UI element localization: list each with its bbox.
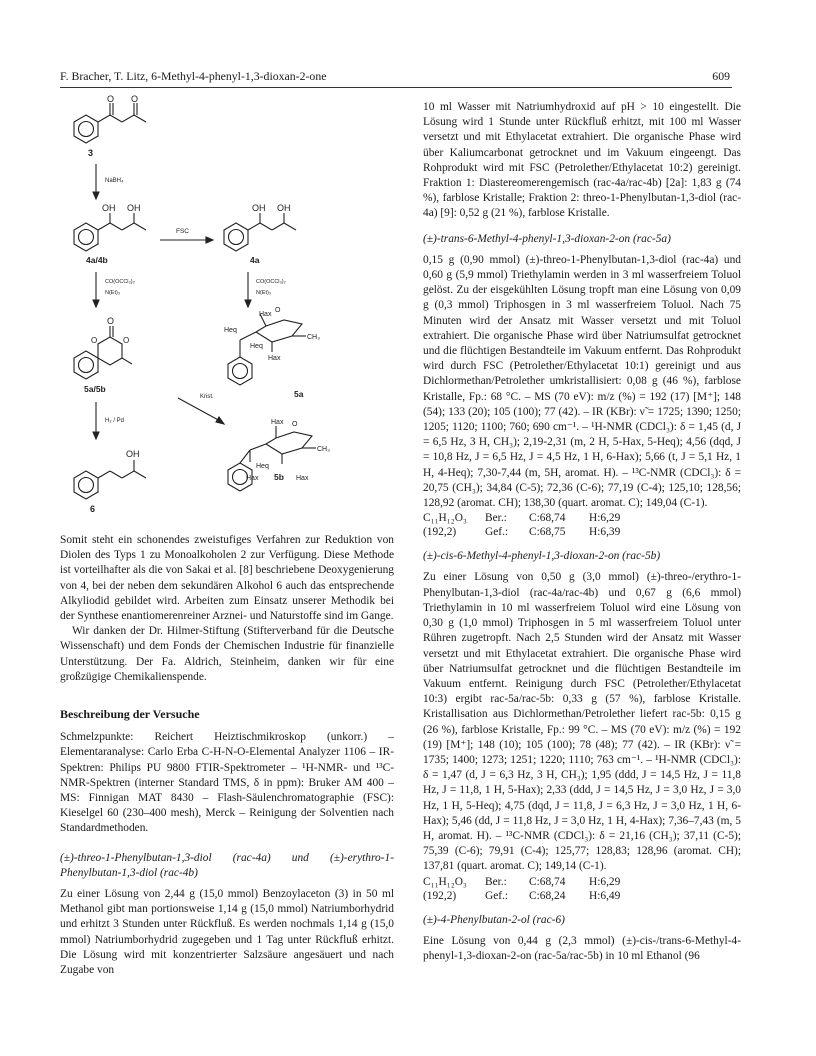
atom-o: O [275, 307, 281, 314]
reagent-nabh4: NaBH₄ [105, 178, 124, 184]
analysis-mw: (192,2) [423, 526, 457, 539]
atom-ch3: CH₃ [307, 334, 320, 341]
page-number: 609 [712, 69, 730, 83]
label-compound-5b: 5b [274, 472, 284, 482]
compound-3-structure [74, 103, 146, 143]
procedure-paragraph-6: Eine Lösung von 0,44 g (2,3 mmol) (±)-cis-/trans-6-Methyl-4-phenyl-1,3-dioxan-2-on (rac-5a/rac-5b) in 10 ml Ethanol (96 [423, 934, 741, 962]
analysis-formula: C₁₁H₁₂O₃ [423, 875, 467, 888]
procedure-heading-5b: (±)-cis-6-Methyl-4-phenyl-1,3-dioxan-2-on (rac-5b) [423, 550, 661, 563]
label-compound-6: 6 [90, 504, 96, 514]
atom-o: O [123, 336, 130, 345]
atom-heq: Heq [224, 327, 237, 334]
atom-oh: OH [102, 203, 116, 213]
procedure-paragraph-5a: 0,15 g (0,90 mmol) (±)-threo-1-Phenylbutan-1,3-diol (rac-4a) und 0,60 g (5,9 mmol) Triethylamin werden in 3 ml wasserfreiem Toluol gelöst. Zu der eisgekühlten Lösung tropft man eine Lösung von 0,09 g (0,3 mmol) Triphosgen in 3 ml wasserfreiem Toluol. Nach 75 Minuten wird der Ansatz mit Wasser versetzt und mit Toluol extrahiert. Die organische Phase wird über Natriumsulfat getrocknet und die flüchtigen Bestandteile im Vakuum entfernt. Das Rohprodukt wird durch FSC (Petrolether/Ethylacetat 10:1) gereinigt und aus Dichlormethan/Petrolether umkristallisiert: 0,08 g (46 %), farblose Kristalle, Fp.: 68 °C. – MS (70 eV): m/z (%) = 192 (17) [M⁺]; 148 (54); 133 (20); 105 (100); 77 (42). – IR (KBr): ν̃ = 1725; 1390; 1250; 1205; 1120; 1100; 760; 690 cm⁻¹. – ¹H-NMR (CDCl₃): δ = 1,45 (d, J = 6,5 Hz, 3 H, CH₃); 2,19-2,31 (m, 2 H, 5-Hax, 5-Heq); 4,56 (dqd, J = 10,8 Hz, J = 6,5 Hz, J = 4,5 Hz, 1 H, 6-Hax); 5,66 (t, J = 5,1 Hz, 1 H, 4-Heq); 7,30-7,44 (m, 5H, aromat. H). – ¹³C-NMR (CDCl₃): δ = 20,75 (CH₃); 34,84 (C-5); 72,36 (C-6); 77,19 (C-4); 125,10; 128,56; 128,92 (aromat. CH); 138,30 (quart. aromat. C); 149,04 (C-1). [423, 253, 741, 510]
compound-5a-structure [228, 314, 306, 385]
elemental-analysis-5a [423, 511, 741, 539]
reagent-triphosgene-right: CO(OCCl₃)₂ [256, 279, 286, 285]
atom-o: O [91, 336, 98, 345]
procedure-heading-6: (±)-4-Phenylbutan-2-ol (rac-6) [423, 913, 565, 926]
atom-o: O [107, 316, 115, 326]
atom-oh: OH [127, 203, 141, 213]
compound-4a4b-structure [74, 213, 146, 251]
analysis-gef-label: Gef.: [485, 526, 509, 539]
reagent-h2-pd: H₂ / Pd [105, 418, 125, 424]
section-heading: Beschreibung der Versuche [60, 707, 200, 722]
analysis-c-calc: C:68,74 [529, 875, 566, 888]
atom-hax: Hax [246, 475, 259, 482]
atom-o: O [292, 421, 298, 428]
procedure-heading-5a: (±)-trans-6-Methyl-4-phenyl-1,3-dioxan-2-on (rac-5a) [423, 232, 671, 245]
analysis-h-found: H:6,39 [589, 526, 621, 539]
elemental-analysis-5b [423, 875, 741, 903]
methods-paragraph: Schmelzpunkte: Reichert Heiztischmikroskop (unkorr.) – Elementaranalyse: Carlo Erba C-H-N-O-Elemental Analyzer 1106 – IR-Spektren: Philips PU 9800 FTIR-Spektrometer – ¹H-NMR- und ¹³C-NMR-Spektren (interner Standard TMS, δ in ppm): Bruker AM 400 – MS: Finnigan MAT 8430 – Flash-Säulenchromatographie (FSC): Kieselgel 60 (230–400 mesh), Merck – Reinigung der Solventien nach Standardmethoden. [60, 731, 394, 835]
analysis-ber-label: Ber.: [485, 875, 507, 888]
analysis-gef-label: Gef.: [485, 889, 509, 902]
atom-heq: Heq [250, 343, 263, 350]
atom-ch3: CH₃ [317, 446, 330, 453]
header-rule [60, 87, 732, 88]
analysis-h-found: H:6,49 [589, 889, 621, 902]
label-compound-4a4b: 4a/4b [86, 255, 108, 265]
right-column [423, 100, 741, 964]
analysis-h-calc: H:6,29 [589, 512, 621, 525]
atom-oh: OH [277, 203, 291, 213]
acknowledgement-paragraph: Wir danken der Dr. Hilmer-Stiftung (Stifterverband für die Deutsche Wissenschaft) und dem Fonds der Chemischen Industrie für finanzielle Unterstützung. Der Fa. Aldrich, Steinheim, danken wir für eine großzügige Chemikalienspende. [60, 625, 394, 683]
compound-6-structure [74, 460, 146, 499]
running-head: F. Bracher, T. Litz, 6-Methyl-4-phenyl-1,3-dioxan-2-one [60, 69, 327, 83]
analysis-h-calc: H:6,29 [589, 875, 621, 888]
reaction-scheme [60, 94, 394, 520]
atom-hax: Hax [259, 311, 272, 318]
analysis-mw: (192,2) [423, 889, 457, 902]
discussion-paragraph: Somit steht ein schonendes zweistufiges Verfahren zur Reduktion von Diolen des Typs 1 zu Monoalkoholen 2 zur Verfügung. Diese Methode ist vorteilhafter als die von Sakai et al. [8] beschriebene Deoxygenierung von 4, bei der neben dem sekundären Alkohol 6 auch das entsprechende Alkyliodid gebildet wird. Arbeiten zum Einsatz unserer Methodik bei der Synthese enantiomerenreiner Arznei- und Naturstoffe sind im Gange. [60, 534, 394, 623]
atom-hax: Hax [271, 419, 284, 426]
analysis-formula: C₁₁H₁₂O₃ [423, 512, 467, 525]
atom-hax: Hax [296, 475, 309, 482]
analysis-c-found: C:68,75 [529, 526, 566, 539]
reagent-triethylamine-right: N(Et)₃ [256, 290, 272, 296]
left-column [60, 533, 394, 978]
compound-4a-structure [224, 213, 296, 251]
compound-5a5b-structure [74, 326, 132, 379]
label-compound-4a: 4a [250, 255, 260, 265]
procedure-paragraph-5b: Zu einer Lösung von 0,50 g (3,0 mmol) (±)-threo-/erythro-1-Phenylbutan-1,3-diol (rac-4a/rac-4b) und 0,67 g (6,6 mmol) Triethylamin in 10 ml wasserfreiem Toluol wird eine Lösung von 0,30 g (1,0 mmol) Triphosgen in 5 ml wasserfreiem Toluol unter Rühren zugetropft. Nach 2,5 Stunden wird der Ansatz mit Wasser versetzt und mit Ethylacetat extrahiert. Die organische Phase wird über Natriumsulfat getrocknet und die flüchtigen Bestandteile im Vakuum entfernt. Reinigung durch FSC (Petrolether/Ethylacetat 10:3) ergibt rac-5a/rac-5b: 0,33 g (57 %), farblose Kristalle. Kristallisation aus Dichlormethan/Petrolether liefert rac-5b: 0,15 g (26 %), farblose Kristalle, Fp.: 99 °C. – MS (70 eV): m/z (%) = 192 (19) [M⁺]; 148 (10); 105 (100); 78 (48); 77 (42). – IR (KBr): ν̃ = 1735; 1400; 1273; 1251; 1220; 1110; 763 cm⁻¹. – ¹H-NMR (CDCl₃): δ = 1,47 (d, J = 6,3 Hz, 3 H, CH₃); 1,95 (ddd, J = 14,5 Hz, J = 11,8 Hz, J = 11,8, 1 H, 5-Hax); 2,33 (ddd, J = 14,5 Hz, J = 3,0 Hz, J = 3,0 Hz, 1 H, 5-Heq); 4,75 (dqd, J = 11,8, J = 6,3 Hz, J = 3,0 Hz, 1 H, 6-Hax); 5,46 (dd, J = 11,8 Hz, J = 3,0 Hz, 1 H, 4-Hax); 7,36–7,43 (m, 5 H, aromat. H). – ¹³C-NMR (CDCl₃): δ = 21,16 (CH₃); 37,11 (C-5); 75,39 (C-6); 79,91 (C-4); 125,77; 128,83; 128,96 (aromat. CH); 137,81 (quart. aromat. C); 149,14 (C-1). [423, 571, 741, 873]
atom-o: O [131, 94, 139, 104]
label-compound-3: 3 [88, 148, 94, 158]
analysis-c-calc: C:68,74 [529, 512, 566, 525]
procedure-heading-4: (±)-threo-1-Phenylbutan-1,3-diol (rac-4a) und (±)-erythro-1-Phenylbutan-1,3-diol (rac-4b) [60, 851, 394, 879]
reagent-fsc: FSC [176, 228, 189, 235]
reagent-krist: Krist. [200, 394, 214, 400]
atom-oh: OH [126, 449, 140, 459]
atom-oh: OH [252, 203, 266, 213]
analysis-c-found: C:68,24 [529, 889, 566, 902]
procedure-paragraph-4: Zu einer Lösung von 2,44 g (15,0 mmol) Benzoylaceton (3) in 50 ml Methanol gibt man portionsweise 1,14 g (15,0 mmol) Natriumborhydrid und erhitzt 3 Stunden unter Rückfluß. Es werden nochmals 1,14 g (15,0 mmol) Natriumborhydrid zugegeben und 1 Tag unter Rückfluß erhitzt. Die Lösung wird mit konzentrierter Salzsäure angesäuert und nach Zugabe von [60, 888, 394, 977]
procedure-paragraph-4-continued: 10 ml Wasser mit Natriumhydroxid auf pH > 10 eingestellt. Die Lösung wird 1 Stunde unter Rückfluß erhitzt, mit 100 ml Wasser versetzt und mit Ethylacetat extrahiert. Die organische Phase wird über Kaliumcarbonat getrocknet und im Vakuum eingeengt. Das Rohprodukt wird mit FSC (Petrolether/Ethylacetat 10:2) gereinigt. Fraktion 1: Diastereomerengemisch (rac-4a/rac-4b) [2a]: 1,83 g (74 %), farblose Kristalle; Fraktion 2: threo-1-Phenylbutan-1,3-diol (rac-4a) [9]: 0,52 g (21 %), farblose Kristalle. [423, 101, 741, 220]
atom-heq: Heq [256, 463, 269, 470]
reagent-triphosgene-left: CO(OCCl₃)₂ [105, 279, 135, 285]
reagent-triethylamine-left: N(Et)₃ [105, 290, 121, 296]
analysis-ber-label: Ber.: [485, 512, 507, 525]
label-compound-5a5b: 5a/5b [84, 384, 106, 394]
atom-hax: Hax [268, 355, 281, 362]
label-compound-5a: 5a [294, 389, 304, 399]
atom-o: O [107, 94, 115, 104]
